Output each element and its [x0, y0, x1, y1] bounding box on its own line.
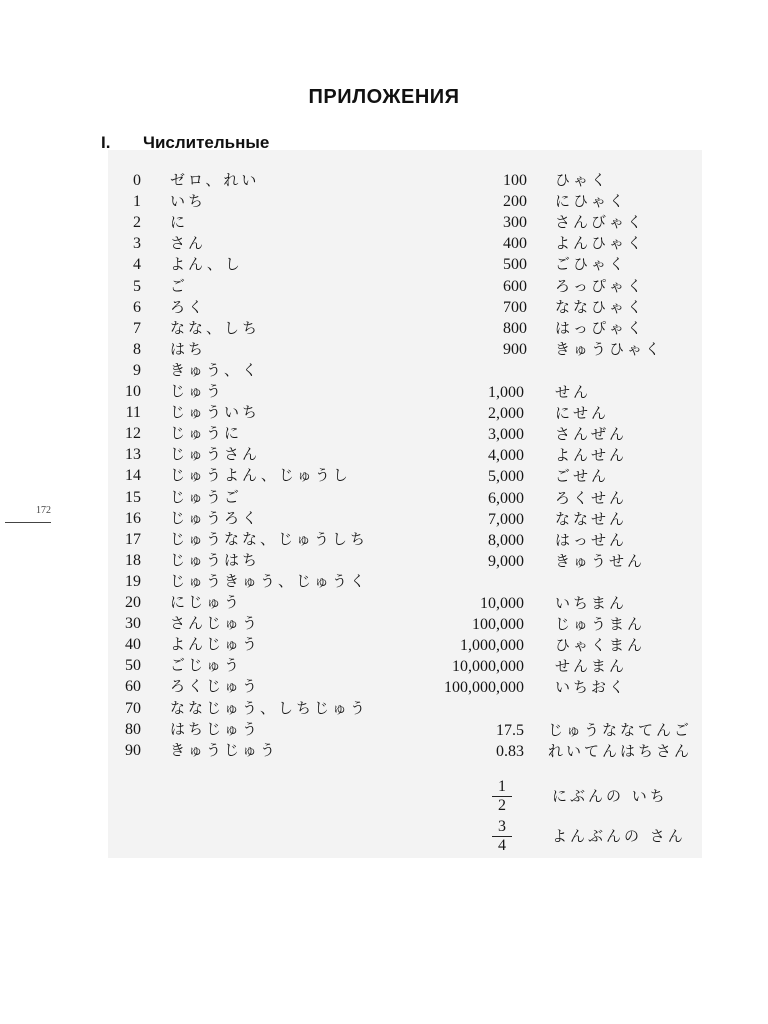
numeral: 40 [125, 636, 141, 654]
fraction-numerator: 1 [492, 778, 512, 797]
fraction-numerator: 3 [492, 818, 512, 837]
thousands-row [0, 403, 768, 424]
numeral: 9 [133, 361, 141, 379]
numeral: 100,000,000 [444, 679, 524, 697]
hundreds-row [0, 276, 768, 297]
thousands-row [0, 466, 768, 487]
numeral: 19 [125, 572, 141, 590]
numeral: 14 [125, 467, 141, 485]
kana-reading: ご [170, 276, 189, 295]
kana-reading: にひゃく [555, 192, 628, 211]
hundreds-row [0, 212, 768, 233]
kana-reading: いちおく [555, 678, 628, 697]
numeral: 300 [503, 214, 527, 232]
kana-reading: はっぴゃく [555, 318, 646, 337]
numeral: 2 [133, 214, 141, 232]
numeral: 8,000 [488, 531, 524, 549]
kana-reading: じゅうろく [170, 508, 261, 527]
large-number-row [0, 593, 768, 614]
kana-reading: じゅうご [170, 487, 243, 506]
kana-reading: さんぜん [555, 425, 628, 444]
fraction-denominator: 2 [498, 797, 506, 814]
kana-reading: きゅうじゅう [170, 740, 279, 759]
kana-reading: ひゃく [555, 171, 610, 189]
numeral: 16 [125, 509, 141, 527]
thousands-row [0, 551, 768, 572]
kana-reading: さんびゃく [555, 213, 646, 232]
decimal-row [0, 720, 768, 741]
kana-reading: ごせん [555, 467, 610, 486]
numeral: 1,000 [488, 384, 524, 401]
kana-reading: ななじゅう、しちじゅう [170, 698, 369, 717]
numeral: 0.83 [496, 743, 524, 761]
fraction-kana-reading: にぶんの いち [552, 787, 668, 805]
kana-reading: はっせん [555, 530, 628, 549]
numeral: 8 [133, 340, 141, 358]
hundreds-row [0, 297, 768, 318]
kana-reading: にじゅう [170, 593, 243, 611]
kana-reading: いちまん [555, 594, 628, 612]
thousands-row [0, 445, 768, 466]
numeral: 800 [503, 319, 527, 337]
numeral: 12 [125, 425, 141, 443]
kana-reading: にせん [555, 404, 610, 423]
kana-reading: ひゃくまん [555, 636, 646, 655]
thousands-row [0, 530, 768, 551]
kana-reading: いち [170, 192, 207, 211]
hundreds-row [0, 254, 768, 275]
numeral: 500 [503, 256, 527, 274]
large-number-row [0, 614, 768, 635]
kana-reading: ゼロ、れい [170, 171, 260, 189]
kana-reading: はち [170, 339, 207, 358]
kana-reading: じゅうはち [170, 550, 261, 569]
numeral: 2,000 [488, 405, 524, 423]
thousands-row [0, 382, 768, 403]
large-number-row [0, 677, 768, 698]
numeral: 700 [503, 298, 527, 316]
numeral: 90 [125, 741, 141, 759]
kana-reading: さん [170, 234, 207, 253]
kana-reading: ななせん [555, 509, 628, 528]
numeral: 6 [133, 298, 141, 316]
kana-reading: じゅうなな、じゅうしち [170, 529, 369, 548]
kana-reading: じゅうきゅう、じゅうく [170, 571, 369, 590]
numeral: 3 [133, 235, 141, 253]
large-number-row [0, 635, 768, 656]
kana-reading: じゅうまん [555, 615, 646, 634]
numeral: 13 [125, 446, 141, 464]
kana-reading: ななひゃく [555, 297, 646, 316]
numeral: 60 [125, 678, 141, 696]
kana-reading: ろく [170, 297, 207, 316]
kana-reading: きゅうひゃく [555, 339, 664, 358]
numeral: 50 [125, 657, 141, 675]
kana-reading: よんじゅう [170, 635, 261, 654]
kana-reading: ごじゅう [170, 656, 243, 675]
numeral: 0 [133, 172, 141, 189]
kana-reading: よんひゃく [555, 234, 646, 253]
fraction [492, 778, 512, 815]
thousands-row [0, 488, 768, 509]
numeral: 17.5 [496, 722, 524, 739]
left-column-row [0, 571, 768, 592]
hundreds-row [0, 339, 768, 360]
kana-reading: じゅうななてんご [548, 721, 693, 739]
fraction-kana-reading: よんぶんの さん [552, 827, 686, 845]
numeral: 1,000,000 [460, 637, 524, 655]
page-title: ПРИЛОЖЕНИЯ [308, 86, 460, 108]
large-number-row [0, 656, 768, 677]
numeral: 1 [133, 193, 141, 211]
hundreds-row [0, 233, 768, 254]
numeral: 11 [125, 404, 141, 422]
numeral: 5 [133, 277, 141, 295]
numeral: 200 [503, 193, 527, 211]
numeral: 100,000 [472, 616, 524, 634]
fraction [492, 818, 512, 855]
thousands-row [0, 424, 768, 445]
numeral: 17 [125, 530, 141, 548]
kana-reading: よん、し [170, 255, 243, 274]
kana-reading: れいてんはちさん [548, 742, 693, 761]
kana-reading: じゅうに [170, 424, 243, 443]
hundreds-row [0, 318, 768, 339]
kana-reading: ろくじゅう [170, 677, 261, 696]
thousands-row [0, 509, 768, 530]
section-number: I. [101, 133, 111, 152]
numeral: 9,000 [488, 552, 524, 570]
numeral: 10 [125, 383, 141, 400]
numeral: 7,000 [488, 510, 524, 528]
numeral: 4,000 [488, 447, 524, 465]
kana-reading: きゅう、く [170, 360, 261, 379]
fraction-denominator: 4 [498, 837, 506, 854]
numeral: 400 [503, 235, 527, 253]
kana-reading: じゅうさん [170, 445, 261, 464]
numeral: 3,000 [488, 426, 524, 444]
numeral: 4 [133, 256, 141, 274]
left-column-row [0, 698, 768, 719]
kana-reading: じゅう [170, 382, 225, 400]
kana-reading: せんまん [555, 657, 628, 676]
kana-reading: じゅうよん、じゅうし [170, 466, 351, 485]
numeral: 600 [503, 277, 527, 295]
numeral: 18 [125, 551, 141, 569]
numeral: 900 [503, 340, 527, 358]
decimal-row [0, 741, 768, 762]
numeral: 15 [125, 488, 141, 506]
section-heading [101, 133, 269, 153]
kana-reading: さんじゅう [170, 614, 261, 633]
numeral: 6,000 [488, 489, 524, 507]
kana-reading: ろくせん [555, 488, 628, 507]
numeral: 100 [503, 172, 527, 189]
kana-reading: はちじゅう [170, 719, 261, 738]
kana-reading: ごひゃく [555, 255, 628, 274]
hundreds-row [0, 170, 768, 191]
numeral: 20 [125, 594, 141, 611]
numeral: 10,000 [480, 595, 524, 612]
kana-reading: せん [555, 383, 592, 401]
kana-reading: ろっぴゃく [555, 276, 646, 295]
kana-reading: きゅうせん [555, 551, 646, 570]
left-column-row [0, 360, 768, 381]
kana-reading: よんせん [555, 446, 628, 465]
page-number: 172 [5, 500, 51, 523]
numeral: 10,000,000 [452, 658, 524, 676]
kana-reading: に [170, 213, 189, 232]
numeral: 7 [133, 319, 141, 337]
numeral: 70 [125, 699, 141, 717]
kana-reading: じゅういち [170, 403, 261, 422]
numeral: 5,000 [488, 468, 524, 486]
numeral: 30 [125, 615, 141, 633]
section-title: Числительные [143, 133, 270, 152]
kana-reading: なな、しち [170, 318, 261, 337]
hundreds-row [0, 191, 768, 212]
numeral: 80 [125, 720, 141, 738]
